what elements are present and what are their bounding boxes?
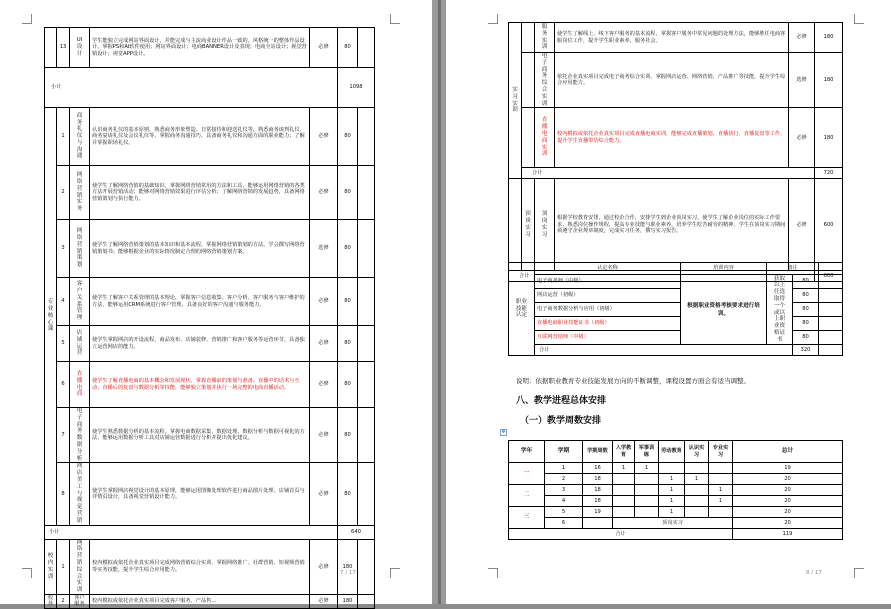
course-hours: 80 <box>338 326 358 362</box>
course-type: 选修 <box>789 53 815 108</box>
crop-mark <box>854 568 864 578</box>
course-hours: 180 <box>815 108 843 168</box>
course-description: 使学生了解网络营销的基础知识，掌握网络营销常用的方法和工具，能够运用网络营销的各类方法开展营销活动；能够对网络营销效果进行评估分析；了解网络营销的发展趋势，具备网络营销策划与执行能力。 <box>90 166 310 220</box>
table-row <box>509 23 843 53</box>
year-label: 二 <box>509 485 545 507</box>
course-description: 使学生掌握网店的开设流程、商品发布、店铺装修、营销推广和客户服务等运营环节，具备独立运营网店的能力。 <box>90 326 310 362</box>
crop-mark <box>488 568 498 578</box>
subsection-heading: （一）教学周数安排 <box>520 416 602 426</box>
curriculum-table-right <box>508 22 843 282</box>
week-row: 三 5 19 1 20 <box>509 507 843 518</box>
crop-mark <box>854 14 864 24</box>
cert-total-value: 320 <box>793 345 819 356</box>
group-label-practice: 校内实训 <box>45 539 57 594</box>
week-header-row <box>509 441 843 463</box>
course-type: 必修 <box>789 108 815 168</box>
header-enrollment: 入学教育 <box>613 441 635 463</box>
subtotal-label: 合计 <box>522 168 815 179</box>
course-name: 客户关系管理 <box>70 278 90 326</box>
cert-name: 电子商务师（中级） <box>535 275 681 289</box>
course-description: 使学生了解网络营销策划的基本知识和基本流程，掌握网络营销策划的方法，学会撰写网络营销策划书；能够根据企业的实际情况制定合理的网络营销策划方案。 <box>90 220 310 278</box>
page-number: 8 / 17 <box>806 570 822 576</box>
table-row <box>45 408 375 463</box>
note-text: 说明：依据职业教育专业技能发展方向的不断调整，课程设置方面会有适当调整。 <box>516 377 750 385</box>
week-schedule-table <box>508 440 843 540</box>
course-type: 必修 <box>310 108 338 166</box>
subtotal-label: 小计 <box>45 525 338 539</box>
course-type: 必修 <box>310 594 338 608</box>
table-row <box>45 108 375 166</box>
subtotal-row <box>45 68 375 108</box>
week-row: 4 18 1 1 20 <box>509 496 843 507</box>
course-hours: 600 <box>815 179 843 271</box>
row-number: 2 <box>57 166 70 220</box>
course-description: 使学生了解线上、线下客户服务的基本流程，掌握客户服务中常见问题的处理方法，能够胜任电商客服岗位工作，提升学生职业素养，服务社会。 <box>555 23 789 53</box>
course-name: 服务实训 <box>535 23 555 53</box>
course-description: 使学生熟悉数据分析的基本流程，掌握电商数据采集、数据处理、数据分析与数据可视化的方法，能够运用数据分析工具对店铺运营数据进行分析并提出优化建议。 <box>90 408 310 463</box>
course-description: 认识商务礼仪的基本原则，熟悉商务形象塑造、日常接待和迎送礼仪等，熟悉商务谈判礼仪、商务宴请礼仪及会议礼仪等，掌握商务沟通技巧，具备商务礼仪和沟通方面的职业能力；了解并掌握职场礼仪。 <box>90 108 310 166</box>
crop-mark <box>22 14 32 24</box>
cert-hours: 80 <box>793 303 819 317</box>
course-name: 网络营销综合实训 <box>70 539 90 594</box>
table-row <box>45 362 375 408</box>
cert-row <box>509 289 843 303</box>
course-hours: 80 <box>338 108 358 166</box>
course-type: 选修 <box>310 220 338 278</box>
table-row <box>45 594 375 608</box>
row-number: 1 <box>57 539 70 594</box>
subtotal-value: 720 <box>815 168 843 179</box>
subtotal-value: 1098 <box>338 68 375 108</box>
table-row <box>45 463 375 525</box>
table-row <box>45 166 375 220</box>
cert-row <box>509 331 843 345</box>
subtotal-label: 合计 <box>509 271 815 282</box>
course-name: UI设计 <box>70 28 90 68</box>
week-total-label: 合计 <box>509 529 733 540</box>
header-note: 备注 <box>767 263 819 275</box>
course-description: 校内模拟或依托企业真实项目完成客户服务、产品售... <box>90 594 310 608</box>
course-type: 必修 <box>310 166 338 220</box>
table-row <box>509 53 843 108</box>
course-description: 使学生掌握网店视觉设计的基本原理，能够运用图像处理软件进行商品图片处理、店铺首页与详情页设计，具备视觉营销设计能力。 <box>90 463 310 525</box>
course-name: 商务礼仪与沟通 <box>70 108 90 166</box>
week-row: 6 顶岗实习 20 <box>509 518 843 529</box>
course-description: 学生能独立完成网站界面设计，并能完成与主流商业设计作品一致的、风格统一的整体作品设计。掌握PS和AI软件使用；网站界面设计；电商BANNER设计及表现；电商全站设计；视觉营销设计；视觉APP设计。 <box>90 28 310 68</box>
course-name: 电子商务数据分析 <box>70 408 90 463</box>
cert-hours: 80 <box>793 275 819 289</box>
header-total: 总计 <box>733 441 843 463</box>
crop-mark <box>488 14 498 24</box>
practice-group-label: 实习实训 <box>509 23 522 179</box>
year-label: 一 <box>509 463 545 485</box>
course-name: 网络营销实务 <box>70 166 90 220</box>
week-row: 2 18 1 1 20 <box>509 474 843 485</box>
course-type: 必修 <box>789 23 815 53</box>
week-total-value: 119 <box>733 529 843 540</box>
row-number: 4 <box>57 278 70 326</box>
course-hours: 80 <box>338 28 358 68</box>
course-type: 必修 <box>310 539 338 594</box>
cert-name: 电子商务数据分析与应用（初级） <box>535 303 681 317</box>
header-year: 学年 <box>509 441 545 463</box>
group-label-practice2: 校外 <box>45 594 57 608</box>
table-move-handle-icon[interactable]: ✥ <box>501 429 506 435</box>
cert-name: 网店运营（初级） <box>535 289 681 303</box>
cert-training: 根据职业资格考核要求进行培训。 <box>681 275 767 345</box>
cert-hours: 80 <box>793 317 819 331</box>
table-row <box>45 220 375 278</box>
crop-mark <box>390 14 400 24</box>
course-description: 根据学校教育安排，通过校企合作，安排学生到企业顶岗实习，使学生了解企业岗位的实际工作要求，熟悉岗位操作规程，提高专业技能与职业素养，培养学生吃苦耐劳的精神。学生在顶岗实习期间须遵守企业规章制度，完成实习任务，撰写实习报告。 <box>555 179 789 271</box>
course-name: 顶岗实习 <box>535 179 555 271</box>
course-name: 网络营销策划 <box>70 220 90 278</box>
subtotal-label: 小计 <box>45 68 338 108</box>
course-hours: 180 <box>815 23 843 53</box>
row-number: 3 <box>57 220 70 278</box>
cert-header-row <box>509 263 843 275</box>
week-row: 一 1 16 1 1 19 <box>509 463 843 474</box>
course-hours: 180 <box>338 539 358 594</box>
course-name: 客户服务 <box>70 594 90 608</box>
course-type: 必修 <box>310 362 338 408</box>
crop-mark <box>390 568 400 578</box>
course-hours: 180 <box>815 53 843 108</box>
subtotal-row <box>509 168 843 179</box>
cert-row <box>509 317 843 331</box>
subtotal-row <box>45 525 375 539</box>
cert-total-row <box>509 345 843 356</box>
course-description: 依托企业真实项目完成电子商务综合实训，掌握网店运营、网络营销、产品推广等技能，提升学生综合应用能力。 <box>555 53 789 108</box>
header-training: 培训内容 <box>681 263 767 275</box>
header-labor: 劳动教育 <box>659 441 685 463</box>
table-row <box>45 278 375 326</box>
cert-hours: 80 <box>793 289 819 303</box>
course-hours: 80 <box>338 166 358 220</box>
cert-row <box>509 275 843 289</box>
course-type: 必修 <box>789 179 815 271</box>
group-label-core: 专业核心课 <box>45 108 57 526</box>
header-term: 学期 <box>545 441 583 463</box>
header-cognition: 认识实习 <box>685 441 709 463</box>
table-row <box>45 326 375 362</box>
course-description: 使学生了解客户关系管理的基本理论，掌握客户信息收集、客户分析、客户服务与客户维护的方法，能够运用CRM系统进行客户管理，具备良好的客户沟通与服务能力。 <box>90 278 310 326</box>
subtotal-value: 600 <box>815 271 843 282</box>
curriculum-table-left <box>44 27 375 609</box>
row-number: 7 <box>57 408 70 463</box>
section-heading: 八、教学进程总体安排 <box>516 396 607 406</box>
cert-hours: 80 <box>793 331 819 345</box>
year-label: 三 <box>509 507 545 529</box>
course-description: 校内模拟或依托企业真实项目完成直播电商实训，能够完成直播策划、直播执行、直播复盘等工作，提升学生直播带货综合能力。 <box>555 108 789 168</box>
course-type: 必修 <box>310 408 338 463</box>
course-hours: 180 <box>338 594 358 608</box>
course-type: 必修 <box>310 28 338 68</box>
course-name: 直播电商实训 <box>535 108 555 168</box>
course-hours: 80 <box>338 362 358 408</box>
course-description: 使学生了解直播电商的基本概念和发展现状，掌握直播前的策划与准备、直播中的话术与互动、直播后的复盘与数据分析等技能，能够独立策划并执行一场完整的电商直播活动。 <box>90 362 310 408</box>
document-page-8 <box>446 0 891 604</box>
row-number: 2 <box>57 594 70 608</box>
course-description: 校内模拟或依托企业真实项目完成网络营销综合实训，掌握网络推广、社群营销、短视频营销等实务技能，提升学生综合应用能力。 <box>90 539 310 594</box>
page-number: 7 / 17 <box>340 570 356 576</box>
course-name: 网店美工与视觉营销 <box>70 463 90 525</box>
crop-mark <box>22 568 32 578</box>
week-total-row <box>509 529 843 540</box>
header-professional: 专业实习 <box>709 441 733 463</box>
row-number: 13 <box>57 28 70 68</box>
cert-group-label: 职业技能认定 <box>509 263 535 356</box>
cert-row <box>509 303 843 317</box>
table-row <box>509 179 843 271</box>
course-hours: 80 <box>338 463 358 525</box>
internship-group-label: 顶岗实习 <box>522 179 535 271</box>
week-row: 二 3 18 1 1 20 <box>509 485 843 496</box>
course-type: 必修 <box>310 463 338 525</box>
internship-merged-cell: 顶岗实习 <box>613 518 733 529</box>
certification-table <box>508 262 843 356</box>
header-military: 军事训练 <box>635 441 659 463</box>
course-name: 直播电商 <box>70 362 90 408</box>
page-gap-line <box>438 0 441 604</box>
course-hours: 80 <box>338 278 358 326</box>
row-number: 8 <box>57 463 70 525</box>
course-name: 店铺运营 <box>70 326 90 362</box>
header-cert-name: 认定名称 <box>535 263 681 275</box>
table-row <box>45 539 375 594</box>
row-number: 5 <box>57 326 70 362</box>
subtotal-value: 640 <box>338 525 375 539</box>
cert-note: 获取以上任选取得一个或以上职业资格证书 <box>767 275 793 345</box>
course-hours: 80 <box>338 408 358 463</box>
course-type: 必修 <box>310 326 338 362</box>
course-type: 必修 <box>310 278 338 326</box>
table-row <box>509 108 843 168</box>
cert-total-label: 合计 <box>535 345 793 356</box>
cert-name: 直播电商职业技能证书（初级） <box>535 317 681 331</box>
row-number: 1 <box>57 108 70 166</box>
course-name: 电子商务综合实训 <box>535 53 555 108</box>
cert-name: 互联网营销师（中级） <box>535 331 681 345</box>
table-row <box>45 28 375 68</box>
course-hours: 80 <box>338 220 358 278</box>
header-weeks: 学期周数 <box>583 441 613 463</box>
document-page-7 <box>0 0 432 608</box>
row-number: 6 <box>57 362 70 408</box>
